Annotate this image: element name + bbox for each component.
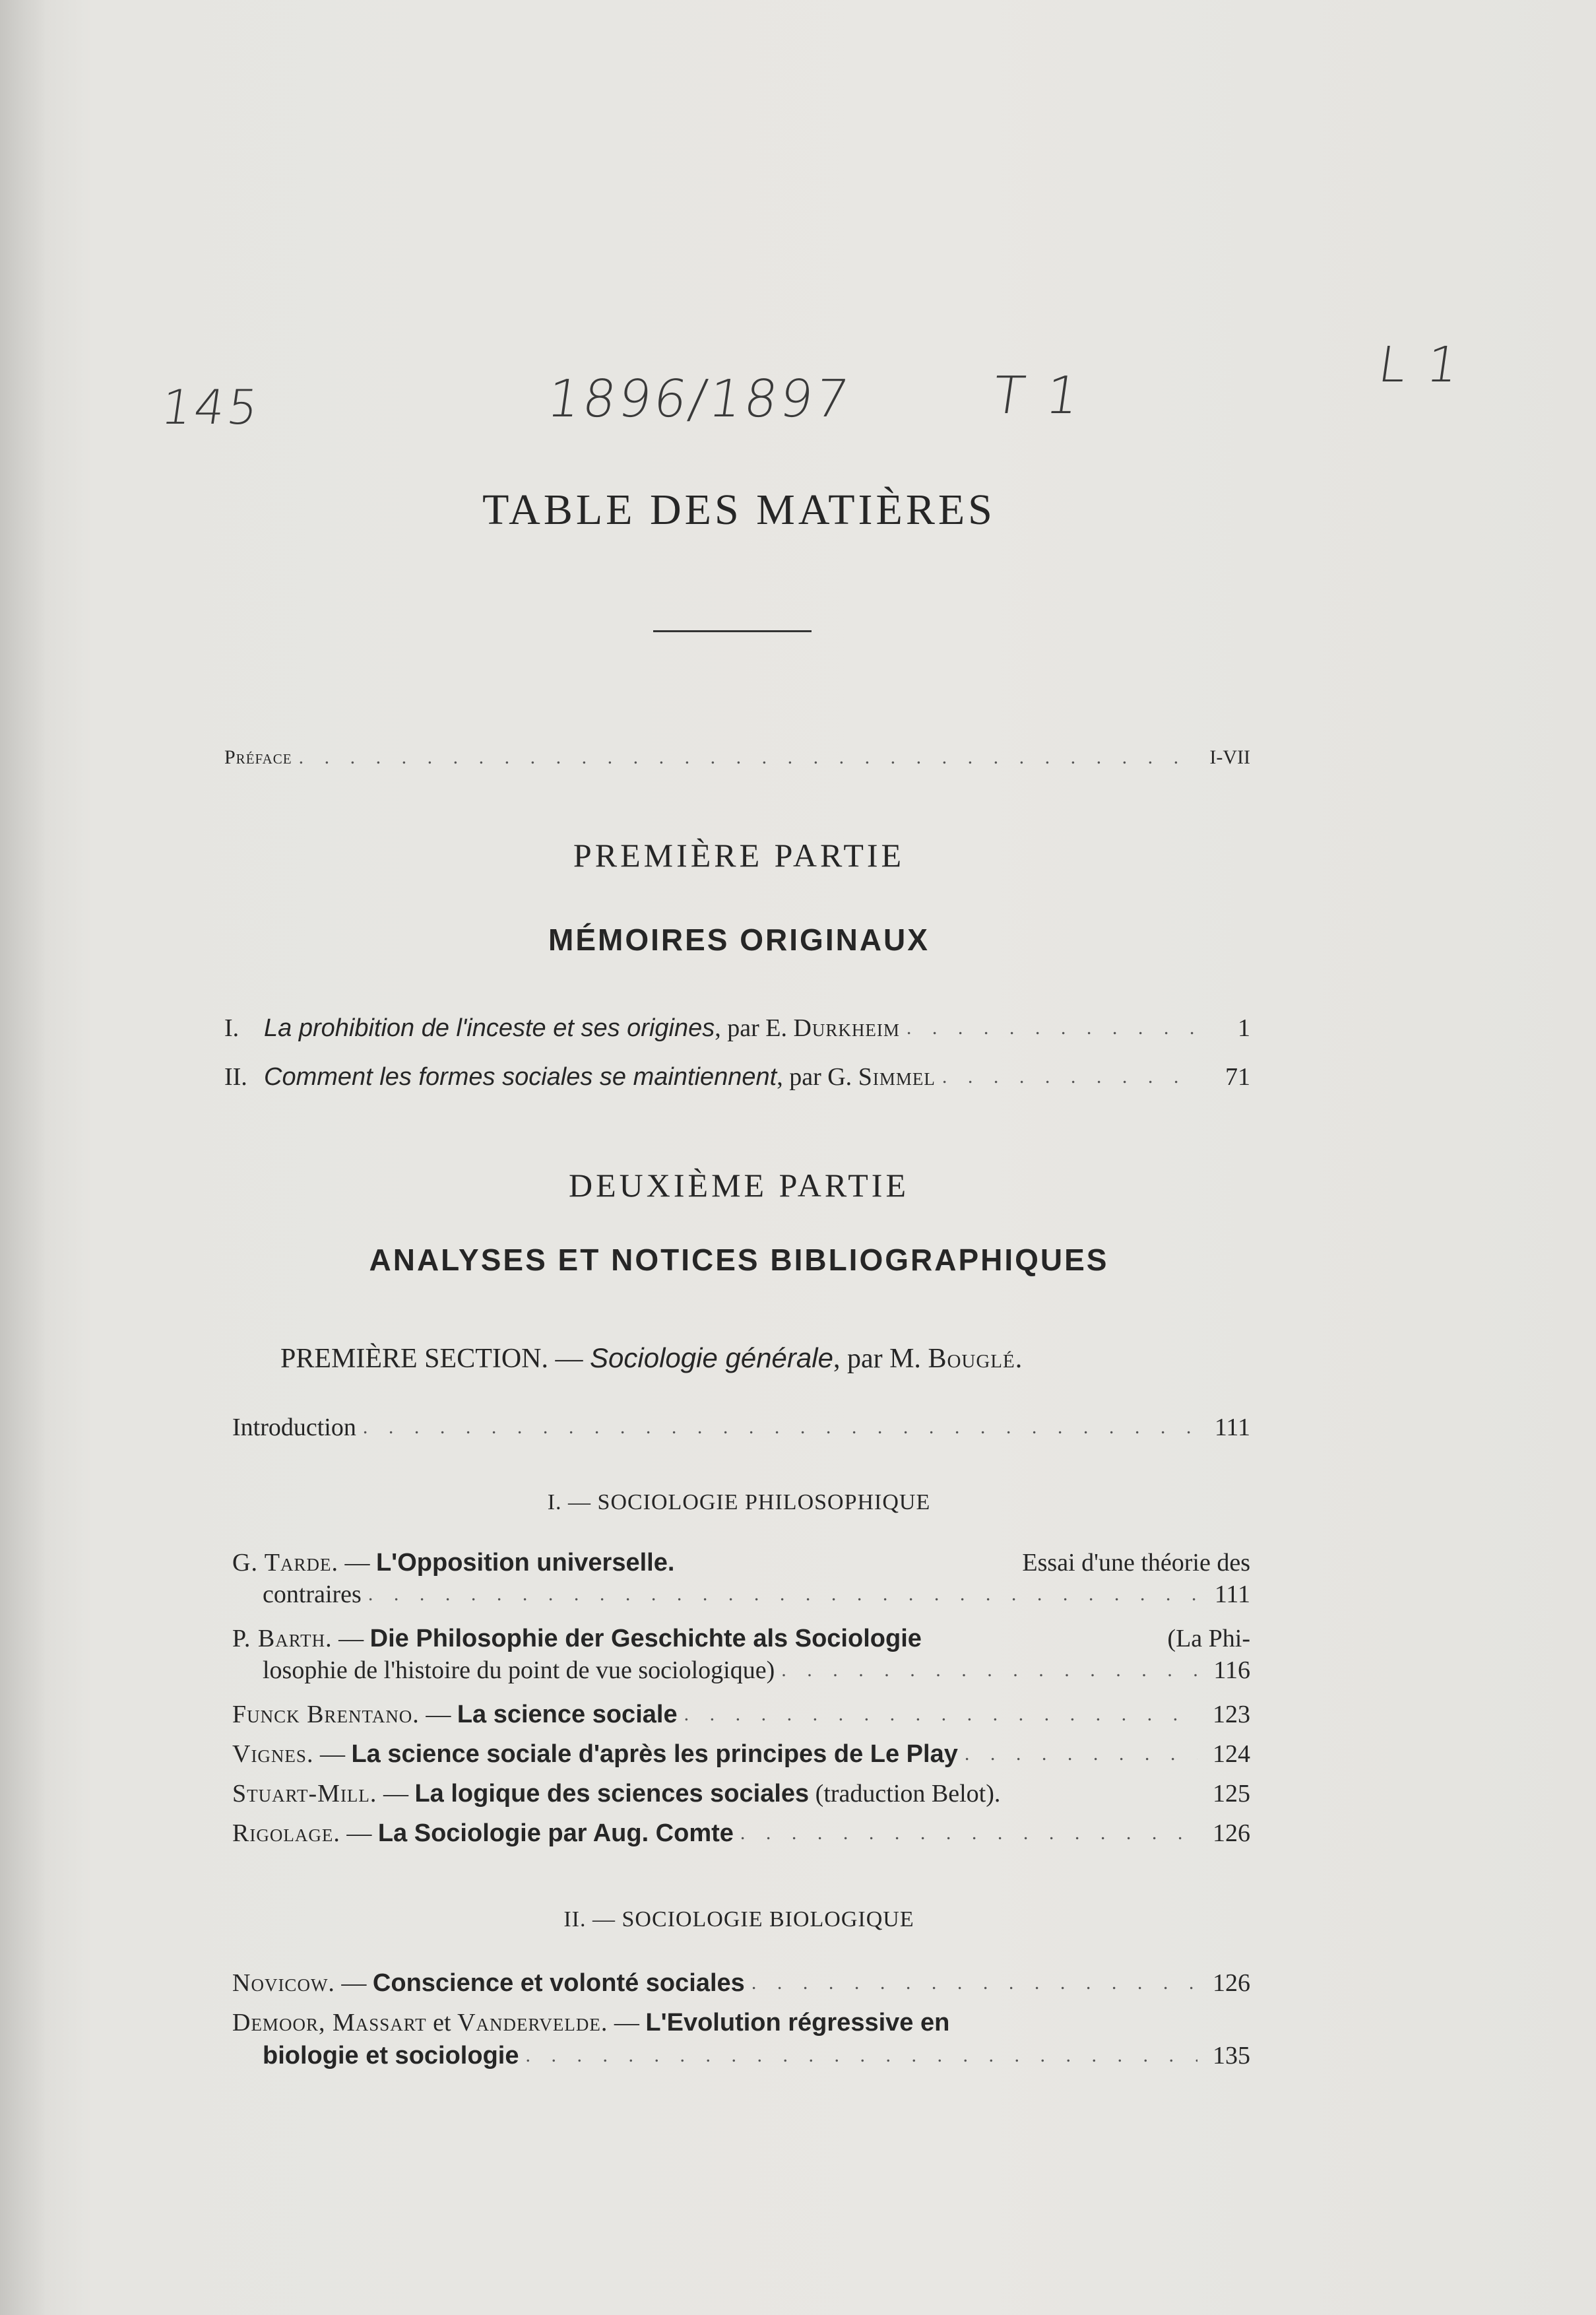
toc-entry-stuart-mill[interactable]: Stuart-Mill. — La logique des sciences sociales (traduction Belot). 125 [232,1780,1250,1808]
handwritten-number: 145 [158,379,265,435]
entry-author: Novicow. [232,1969,335,1997]
toc-entry-novicow[interactable]: Novicow. — Conscience et volonté sociales . . . 126 [232,1968,1250,1998]
dot-leader [740,1818,1197,1848]
toc-entry-tarde-cont[interactable]: contraires . . . 111 [263,1579,1250,1610]
part-subheading: MÉMOIRES ORIGINAUX [548,923,930,957]
page-number: 116 [1213,1656,1250,1684]
title-divider [653,630,812,632]
page-number: 135 [1213,2042,1250,2070]
preface-label: Préface [224,746,292,768]
entry-title: La Sociologie par Aug. Comte [377,1819,734,1847]
toc-entry-demoor[interactable]: Demoor, Massart et Vandervelde. — L'Evolution régressive en [232,2009,950,2037]
entry-subtitle: (La Phi- [1167,1625,1250,1652]
entry-title: L'Evolution régressive en [645,2009,950,2037]
toc-entry-demoor-cont[interactable]: biologie et sociologie . . . 135 [263,2040,1250,2071]
entry-title: La prohibition de l'inceste et ses origines [264,1014,715,1042]
dot-leader [965,1739,1197,1769]
page-number: 125 [1213,1780,1250,1808]
toc-entry-barth-cont[interactable]: losophie de l'histoire du point de vue sociologique) . . . 116 [263,1655,1250,1685]
toc-entry-tarde[interactable]: G. Tarde. — L'Opposition universelle. Essai d'une théorie des [232,1549,1250,1577]
binding-shadow [0,0,46,2315]
entry-title: L'Opposition universelle. [375,1549,675,1577]
toc-entry-introduction[interactable] [232,1412,1250,1443]
toc-entry-memoir-2[interactable] [224,1062,1250,1092]
page-number: 1 [1238,1014,1250,1042]
entry-number: I. [224,1014,239,1042]
dot-leader [781,1655,1197,1685]
page-number: 111 [1214,1581,1250,1608]
toc-entry-brentano[interactable]: Funck Brentano. — La science sociale . . . 123 [232,1699,1250,1730]
dot-leader [368,1579,1197,1610]
entry-title: Comment les formes sociales se maintiennent [264,1063,777,1091]
entry-author: G. Tarde. [232,1549,338,1577]
page-number: 123 [1213,1701,1250,1728]
toc-entry-memoir-1[interactable] [224,1013,1250,1043]
handwritten-shelfmark: L 1 [1374,337,1465,393]
section-heading: PREMIÈRE SECTION. — Sociologie générale, par M. Bouglé. [280,1342,1023,1374]
entry-author: Vandervelde. [457,2009,608,2037]
entry-by: , par E. [715,1014,794,1042]
dot-leader [363,1412,1197,1443]
dot-leader [525,2040,1197,2071]
entry-title: La logique des sciences sociales [414,1780,810,1808]
entry-by: , par G. [777,1063,858,1091]
dot-leader [684,1699,1197,1730]
part-heading: DEUXIÈME PARTIE [569,1167,909,1204]
page-number: 71 [1225,1063,1250,1091]
toc-entry-vignes[interactable]: Vignes. — La science sociale d'après les principes de Le Play . . . 124 [232,1739,1250,1769]
dot-leader [299,742,1197,773]
toc-entry-preface[interactable] [224,742,1250,773]
entry-subtitle: Essai d'une théorie des [1022,1549,1250,1577]
toc-entry-rigolage[interactable]: Rigolage. — La Sociologie par Aug. Comte . . . 126 [232,1818,1250,1848]
page-number: 124 [1213,1740,1250,1768]
entry-title: Introduction [232,1414,356,1441]
handwritten-years: 1896/1897 [543,370,855,429]
entry-author: P. Barth. [232,1625,333,1652]
entry-title: Die Philosophie der Geschichte als Sociologie [369,1625,922,1652]
page-number: I-VII [1209,746,1250,768]
dot-leader [907,1013,1197,1043]
page-number: 126 [1213,1819,1250,1847]
entry-title: Conscience et volonté sociales [372,1969,745,1997]
part-heading: PREMIÈRE PARTIE [573,837,905,874]
section-author: Bouglé. [928,1344,1023,1374]
entry-author: Demoor, Massart [232,2009,427,2037]
entry-author: Rigolage. [232,1819,340,1847]
handwritten-tome: T 1 [988,366,1086,426]
page-title: TABLE DES MATIÈRES [482,486,996,534]
subsection-heading: I. — SOCIOLOGIE PHILOSOPHIQUE [547,1490,931,1515]
dot-leader [751,1968,1197,1998]
entry-author: Simmel [858,1063,936,1091]
entry-title: La science sociale d'après les principes de Le Play [351,1740,958,1768]
subsection-heading: II. — SOCIOLOGIE BIOLOGIQUE [563,1907,914,1932]
entry-author: Funck Brentano. [232,1701,420,1728]
entry-author: Durkheim [793,1014,900,1042]
part-subheading: ANALYSES ET NOTICES BIBLIOGRAPHIQUES [369,1243,1109,1277]
entry-number: II. [224,1063,247,1091]
toc-entry-barth[interactable]: P. Barth. — Die Philosophie der Geschichte als Sociologie (La Phi- [232,1625,1250,1652]
section-label: PREMIÈRE SECTION. [280,1344,549,1374]
page-number: 126 [1213,1969,1250,1997]
section-topic: Sociologie générale [590,1342,833,1373]
entry-author: Vignes. [232,1740,314,1768]
entry-title: La science sociale [457,1701,678,1728]
entry-author: Stuart-Mill. [232,1780,377,1808]
dot-leader [942,1062,1197,1092]
page-number: 111 [1214,1414,1250,1441]
